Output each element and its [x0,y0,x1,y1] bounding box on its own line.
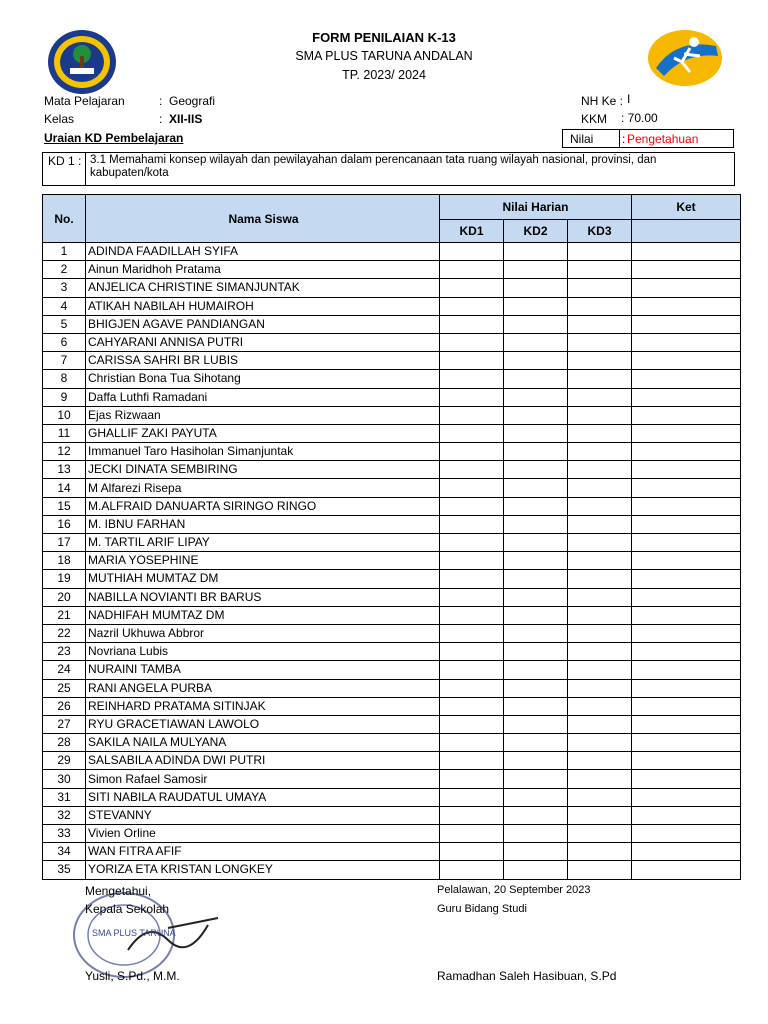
col-kd2-header: KD2 [504,220,568,243]
row-no: 6 [43,333,86,351]
row-ket[interactable] [632,752,741,770]
table-row [43,352,741,370]
row-kd2[interactable] [504,643,568,661]
row-kd2[interactable] [504,770,568,788]
row-kd1[interactable] [440,243,504,261]
row-name: NADHIFAH MUMTAZ DM [86,606,440,624]
row-ket[interactable] [632,661,741,679]
row-name: MARIA YOSEPHINE [86,552,440,570]
row-kd1[interactable] [440,679,504,697]
row-name: CARISSA SAHRI BR LUBIS [86,352,440,370]
row-kd3[interactable] [568,534,632,552]
row-kd2[interactable] [504,606,568,624]
footer-left-line1: Mengetahui, [85,884,152,898]
row-no: 23 [43,643,86,661]
row-kd1[interactable] [440,788,504,806]
row-name: RYU GRACETIAWAN LAWOLO [86,715,440,733]
row-ket[interactable] [632,697,741,715]
row-name: MUTHIAH MUMTAZ DM [86,570,440,588]
row-kd3[interactable] [568,588,632,606]
table-row [43,661,741,679]
row-ket[interactable] [632,479,741,497]
row-kd1[interactable] [440,443,504,461]
row-kd1[interactable] [440,643,504,661]
col-kd3-header: KD3 [568,220,632,243]
row-name: Nazril Ukhuwa Abbror [86,624,440,642]
row-kd3[interactable] [568,261,632,279]
row-ket[interactable] [632,297,741,315]
table-row [43,588,741,606]
row-no: 26 [43,697,86,715]
teacher-name: Ramadhan Saleh Hasibuan, S.Pd [437,969,617,983]
row-kd2[interactable] [504,552,568,570]
row-ket[interactable] [632,261,741,279]
row-kd1[interactable] [440,552,504,570]
kd-box [42,152,735,186]
row-name: Simon Rafael Samosir [86,770,440,788]
row-ket[interactable] [632,624,741,642]
row-kd3[interactable] [568,461,632,479]
row-ket[interactable] [632,443,741,461]
table-row [43,243,741,261]
col-ket-sub [632,220,741,243]
row-kd1[interactable] [440,843,504,861]
row-kd2[interactable] [504,825,568,843]
col-ket-header: Ket [632,195,741,220]
row-ket[interactable] [632,279,741,297]
table-row [43,261,741,279]
row-kd2[interactable] [504,406,568,424]
class-value: XII-IIS [169,112,203,126]
row-kd1[interactable] [440,352,504,370]
row-kd3[interactable] [568,788,632,806]
row-kd2[interactable] [504,461,568,479]
row-name: SITI NABILA RAUDATUL UMAYA [86,788,440,806]
row-kd2[interactable] [504,661,568,679]
stamp-text: SMA PLUS TARUNA [92,928,176,938]
row-ket[interactable] [632,552,741,570]
row-ket[interactable] [632,861,741,879]
row-no: 25 [43,679,86,697]
row-no: 9 [43,388,86,406]
table-row [43,861,741,879]
row-kd3[interactable] [568,861,632,879]
row-no: 31 [43,788,86,806]
row-no: 27 [43,715,86,733]
row-kd2[interactable] [504,333,568,351]
table-row [43,606,741,624]
row-name: STEVANNY [86,806,440,824]
kkm-value: : 70.00 [621,111,658,125]
row-name: GHALLIF ZAKI PAYUTA [86,424,440,442]
row-kd2[interactable] [504,534,568,552]
row-kd2[interactable] [504,261,568,279]
row-kd3[interactable] [568,806,632,824]
table-row [43,788,741,806]
col-group-header: Nilai Harian [440,195,632,220]
row-ket[interactable] [632,806,741,824]
row-kd2[interactable] [504,788,568,806]
row-kd1[interactable] [440,461,504,479]
row-kd3[interactable] [568,388,632,406]
table-row [43,806,741,824]
footer-left-line2: Kepala Sekolah [85,902,170,916]
row-kd2[interactable] [504,279,568,297]
kd-text: 3.1 Memahami konsep wilayah dan pewilayahan dalam perencanaan tata ruang wilayah nasional, provinsi, dan kabupaten/kota [90,154,657,179]
row-no: 4 [43,297,86,315]
row-no: 15 [43,497,86,515]
table-row [43,461,741,479]
row-ket[interactable] [632,588,741,606]
row-no: 33 [43,825,86,843]
table-row [43,770,741,788]
school-year: TP. 2023/ 2024 [342,68,426,82]
table-row [43,643,741,661]
table-row [43,497,741,515]
table-row [43,279,741,297]
row-no: 10 [43,406,86,424]
row-ket[interactable] [632,497,741,515]
row-no: 5 [43,315,86,333]
row-ket[interactable] [632,715,741,733]
table-row [43,679,741,697]
table-row [43,333,741,351]
row-no: 17 [43,534,86,552]
row-kd1[interactable] [440,661,504,679]
row-kd2[interactable] [504,570,568,588]
row-ket[interactable] [632,606,741,624]
row-kd1[interactable] [440,752,504,770]
table-row [43,479,741,497]
table-row [43,406,741,424]
row-ket[interactable] [632,788,741,806]
row-no: 28 [43,734,86,752]
row-kd2[interactable] [504,715,568,733]
table-row [43,315,741,333]
row-kd2[interactable] [504,443,568,461]
row-kd3[interactable] [568,333,632,351]
row-name: YORIZA ETA KRISTAN LONGKEY [86,861,440,879]
row-kd3[interactable] [568,279,632,297]
subject-label: Mata Pelajaran [44,94,125,108]
row-ket[interactable] [632,770,741,788]
row-kd3[interactable] [568,770,632,788]
row-name: Daffa Luthfi Ramadani [86,388,440,406]
row-no: 11 [43,424,86,442]
nilai-value: Pengetahuan [627,132,699,146]
row-name: Christian Bona Tua Sihotang [86,370,440,388]
row-kd2[interactable] [504,588,568,606]
row-kd3[interactable] [568,624,632,642]
row-kd1[interactable] [440,297,504,315]
row-kd1[interactable] [440,424,504,442]
row-kd2[interactable] [504,697,568,715]
table-row [43,424,741,442]
row-no: 22 [43,624,86,642]
row-no: 13 [43,461,86,479]
row-kd2[interactable] [504,370,568,388]
row-kd3[interactable] [568,515,632,533]
row-kd3[interactable] [568,406,632,424]
row-ket[interactable] [632,243,741,261]
row-no: 12 [43,443,86,461]
row-ket[interactable] [632,825,741,843]
row-kd2[interactable] [504,424,568,442]
table-row [43,843,741,861]
row-kd1[interactable] [440,570,504,588]
row-kd2[interactable] [504,388,568,406]
row-no: 32 [43,806,86,824]
row-name: Immanuel Taro Hasiholan Simanjuntak [86,443,440,461]
row-kd1[interactable] [440,825,504,843]
row-kd1[interactable] [440,261,504,279]
row-kd3[interactable] [568,843,632,861]
row-no: 16 [43,515,86,533]
row-kd1[interactable] [440,515,504,533]
nh-value: I [627,92,631,106]
table-row [43,570,741,588]
row-kd2[interactable] [504,734,568,752]
row-kd3[interactable] [568,825,632,843]
row-kd1[interactable] [440,315,504,333]
table-row [43,752,741,770]
row-kd3[interactable] [568,352,632,370]
row-kd2[interactable] [504,679,568,697]
row-kd1[interactable] [440,806,504,824]
col-no-header: No. [43,195,86,243]
row-kd1[interactable] [440,534,504,552]
row-no: 2 [43,261,86,279]
row-name: NURAINI TAMBA [86,661,440,679]
row-no: 34 [43,843,86,861]
row-no: 1 [43,243,86,261]
form-title: FORM PENILAIAN K-13 [312,30,456,45]
row-kd1[interactable] [440,624,504,642]
row-kd2[interactable] [504,297,568,315]
row-kd1[interactable] [440,606,504,624]
row-ket[interactable] [632,734,741,752]
row-name: ADINDA FAADILLAH SYIFA [86,243,440,261]
row-no: 29 [43,752,86,770]
table-row [43,624,741,642]
row-name: WAN FITRA AFIF [86,843,440,861]
table-row [43,297,741,315]
footer-role: Guru Bidang Studi [437,903,527,915]
row-no: 21 [43,606,86,624]
row-kd1[interactable] [440,479,504,497]
table-row [43,515,741,533]
row-name: M Alfarezi Risepa [86,479,440,497]
row-kd1[interactable] [440,279,504,297]
row-name: Novriana Lubis [86,643,440,661]
row-kd2[interactable] [504,497,568,515]
kd-label: KD 1 : [48,154,82,168]
row-no: 3 [43,279,86,297]
row-ket[interactable] [632,352,741,370]
class-sep: : [159,112,163,126]
row-kd2[interactable] [504,352,568,370]
row-kd3[interactable] [568,679,632,697]
footer-date: Pelalawan, 20 September 2023 [437,884,591,896]
table-row [43,388,741,406]
row-name: SALSABILA ADINDA DWI PUTRI [86,752,440,770]
nh-label: NH Ke : [581,94,624,108]
col-kd1-header: KD1 [440,220,504,243]
row-no: 30 [43,770,86,788]
row-ket[interactable] [632,406,741,424]
row-kd2[interactable] [504,861,568,879]
kd-section-heading: Uraian KD Pembelajaran [44,131,184,145]
row-kd1[interactable] [440,333,504,351]
row-kd3[interactable] [568,424,632,442]
row-name: ANJELICA CHRISTINE SIMANJUNTAK [86,279,440,297]
row-kd3[interactable] [568,552,632,570]
row-kd3[interactable] [568,370,632,388]
row-kd2[interactable] [504,624,568,642]
row-name: Vivien Orline [86,825,440,843]
row-name: Ejas Rizwaan [86,406,440,424]
row-ket[interactable] [632,315,741,333]
row-kd1[interactable] [440,388,504,406]
nilai-label: Nilai [570,132,594,146]
row-kd3[interactable] [568,734,632,752]
row-ket[interactable] [632,534,741,552]
row-no: 18 [43,552,86,570]
row-kd1[interactable] [440,770,504,788]
row-kd1[interactable] [440,406,504,424]
table-row [43,370,741,388]
row-kd1[interactable] [440,497,504,515]
row-kd1[interactable] [440,697,504,715]
table-row [43,697,741,715]
subject-value: Geografi [169,94,216,108]
row-name: BHIGJEN AGAVE PANDIANGAN [86,315,440,333]
row-no: 8 [43,370,86,388]
row-no: 35 [43,861,86,879]
row-ket[interactable] [632,570,741,588]
table-row [43,734,741,752]
row-name: Ainun Maridhoh Pratama [86,261,440,279]
row-name: NABILLA NOVIANTI BR BARUS [86,588,440,606]
class-label: Kelas [44,112,75,126]
row-no: 14 [43,479,86,497]
row-kd1[interactable] [440,861,504,879]
row-kd3[interactable] [568,697,632,715]
table-row [43,534,741,552]
kkm-label: KKM [581,112,608,126]
row-name: ATIKAH NABILAH HUMAIROH [86,297,440,315]
row-name: M. IBNU FARHAN [86,515,440,533]
row-kd2[interactable] [504,315,568,333]
table-row [43,552,741,570]
row-ket[interactable] [632,843,741,861]
row-name: M.ALFRAID DANUARTA SIRINGO RINGO [86,497,440,515]
row-kd3[interactable] [568,243,632,261]
row-kd3[interactable] [568,570,632,588]
row-ket[interactable] [632,515,741,533]
row-ket[interactable] [632,643,741,661]
row-kd3[interactable] [568,661,632,679]
headmaster-name: Yusli, S.Pd., M.M. [85,969,180,983]
row-no: 19 [43,570,86,588]
row-kd3[interactable] [568,497,632,515]
row-kd3[interactable] [568,752,632,770]
row-name: CAHYARANI ANNISA PUTRI [86,333,440,351]
row-no: 20 [43,588,86,606]
row-kd3[interactable] [568,443,632,461]
row-kd2[interactable] [504,752,568,770]
row-no: 24 [43,661,86,679]
row-ket[interactable] [632,424,741,442]
row-name: REINHARD PRATAMA SITINJAK [86,697,440,715]
row-kd3[interactable] [568,606,632,624]
row-name: M. TARTIL ARIF LIPAY [86,534,440,552]
row-ket[interactable] [632,333,741,351]
table-row [43,825,741,843]
table-row [43,443,741,461]
row-kd1[interactable] [440,715,504,733]
row-ket[interactable] [632,388,741,406]
row-ket[interactable] [632,679,741,697]
row-kd2[interactable] [504,243,568,261]
row-kd1[interactable] [440,588,504,606]
row-kd1[interactable] [440,734,504,752]
row-kd2[interactable] [504,479,568,497]
row-kd2[interactable] [504,806,568,824]
row-kd3[interactable] [568,479,632,497]
subject-sep: : [159,94,163,108]
col-name-header: Nama Siswa [86,195,440,243]
row-kd2[interactable] [504,843,568,861]
row-name: RANI ANGELA PURBA [86,679,440,697]
nilai-box [562,129,734,148]
school-name: SMA PLUS TARUNA ANDALAN [295,49,473,63]
grade-table [42,194,741,880]
row-kd2[interactable] [504,515,568,533]
row-kd1[interactable] [440,370,504,388]
row-kd3[interactable] [568,315,632,333]
row-ket[interactable] [632,461,741,479]
row-kd3[interactable] [568,643,632,661]
row-no: 7 [43,352,86,370]
table-row [43,715,741,733]
row-kd3[interactable] [568,715,632,733]
row-ket[interactable] [632,370,741,388]
row-name: JECKI DINATA SEMBIRING [86,461,440,479]
row-kd3[interactable] [568,297,632,315]
nilai-sep: : [622,132,626,146]
row-name: SAKILA NAILA MULYANA [86,734,440,752]
